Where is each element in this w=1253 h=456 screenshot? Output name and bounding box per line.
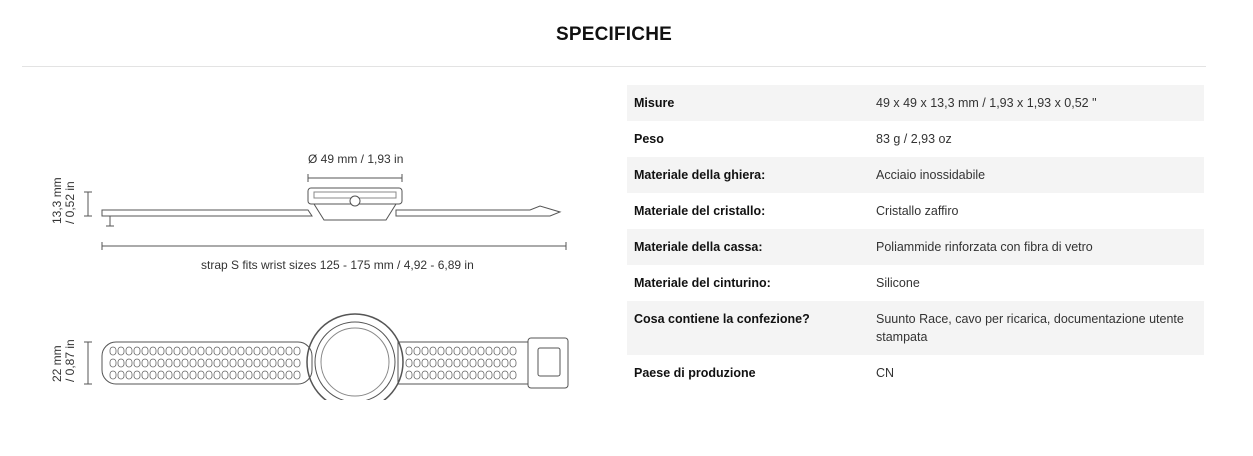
- thickness-label-1: 13,3 mm: [50, 177, 64, 224]
- spec-value: CN: [876, 366, 895, 380]
- diameter-label: Ø 49 mm / 1,93 in: [308, 152, 404, 166]
- spec-label: Misure: [634, 96, 675, 110]
- spec-row: [627, 355, 1204, 391]
- spec-label: Peso: [634, 132, 664, 146]
- spec-value: Acciaio inossidabile: [876, 168, 986, 182]
- spec-row: [627, 229, 1204, 265]
- width-label-2: / 0,87 in: [63, 339, 77, 382]
- width-label-1: 22 mm: [50, 345, 64, 382]
- spec-label: Paese di produzione: [634, 366, 756, 380]
- specs-table: [627, 85, 1204, 391]
- spec-label: Materiale della cassa:: [634, 240, 763, 254]
- spec-value: Suunto Race, cavo per ricarica, documentazione utente stampata: [876, 312, 1184, 344]
- spec-row: [627, 301, 1204, 355]
- spec-label: Cosa contiene la confezione?: [634, 312, 810, 326]
- spec-value: 83 g / 2,93 oz: [876, 132, 952, 146]
- spec-label: Materiale del cinturino:: [634, 276, 771, 290]
- spec-value: Silicone: [876, 276, 920, 290]
- watch-dimension-drawing: [40, 140, 600, 400]
- strap-size-label: strap S fits wrist sizes 125 - 175 mm / 4,92 - 6,89 in: [201, 258, 474, 272]
- spec-row: [627, 85, 1204, 121]
- spec-row: [627, 157, 1204, 193]
- spec-row: [627, 193, 1204, 229]
- watch-outline-svg: [40, 140, 600, 400]
- spec-value: Poliammide rinforzata con fibra di vetro: [876, 240, 1093, 254]
- spec-row: [627, 265, 1204, 301]
- thickness-label-2: / 0,52 in: [63, 181, 77, 224]
- spec-label: Materiale del cristallo:: [634, 204, 766, 218]
- divider: [22, 66, 1206, 67]
- spec-label: Materiale della ghiera:: [634, 168, 766, 182]
- page-title: SPECIFICHE: [555, 24, 673, 45]
- spec-value: 49 x 49 x 13,3 mm / 1,93 x 1,93 x 0,52 ": [876, 96, 1097, 110]
- spec-row: [627, 121, 1204, 157]
- spec-value: Cristallo zaffiro: [876, 204, 959, 218]
